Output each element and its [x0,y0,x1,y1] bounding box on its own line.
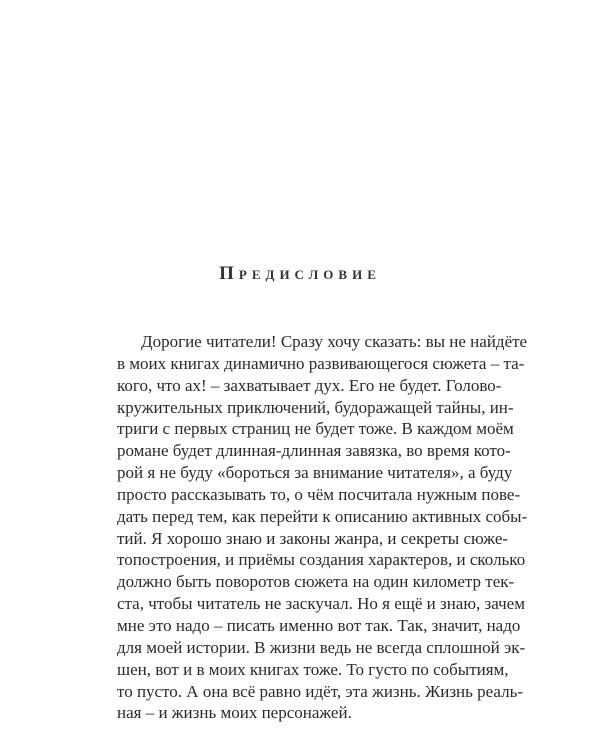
text-line: топостроения, и приёмы создания характеров, и сколько [117,550,526,570]
text-line: кружительных приключений, будоражащей тайны, ин- [117,397,514,417]
text-line: мне это надо – писать именно вот так. Так, значит, надо [117,615,521,635]
text-line: триги с первых страниц не будет тоже. В каждом моём [117,419,514,439]
text-line: для моей истории. В жизни ведь не всегда сплошной эк- [117,637,526,657]
text-line: должно быть поворотов сюжета на один километр тек- [117,572,515,592]
text-line: романе будет длинная-длинная завязка, во время кото- [117,441,511,461]
text-line: то пусто. А она всё равно идёт, эта жизнь. Жизнь реаль- [117,681,523,701]
text-line: дать перед тем, как перейти к описанию активных собы- [117,506,528,526]
text-line: шен, вот и в моих книгах тоже. То густо по событиям, [117,659,509,679]
text-line: ста, чтобы читатель не заскучал. Но я ещё и знаю, зачем [117,594,525,614]
chapter-heading: Предисловие [219,263,381,284]
text-line: кого, что ах! – захватывает дух. Его не будет. Голово- [117,375,502,395]
text-line: рой я не буду «бороться за внимание читателя», а буду [117,463,513,483]
text-line: в моих книгах динамично развивающегося сюжета – та- [117,353,525,373]
preface-text [117,331,528,724]
text-line: тий. Я хорошо знаю и законы жанра, и секреты сюже- [117,528,509,548]
text-line: Дорогие читатели! Сразу хочу сказать: вы не найдёте [141,332,528,351]
text-line: просто рассказывать то, о чём посчитала нужным пове- [117,484,521,504]
text-line: ная – и жизнь моих персонажей. [117,703,352,723]
